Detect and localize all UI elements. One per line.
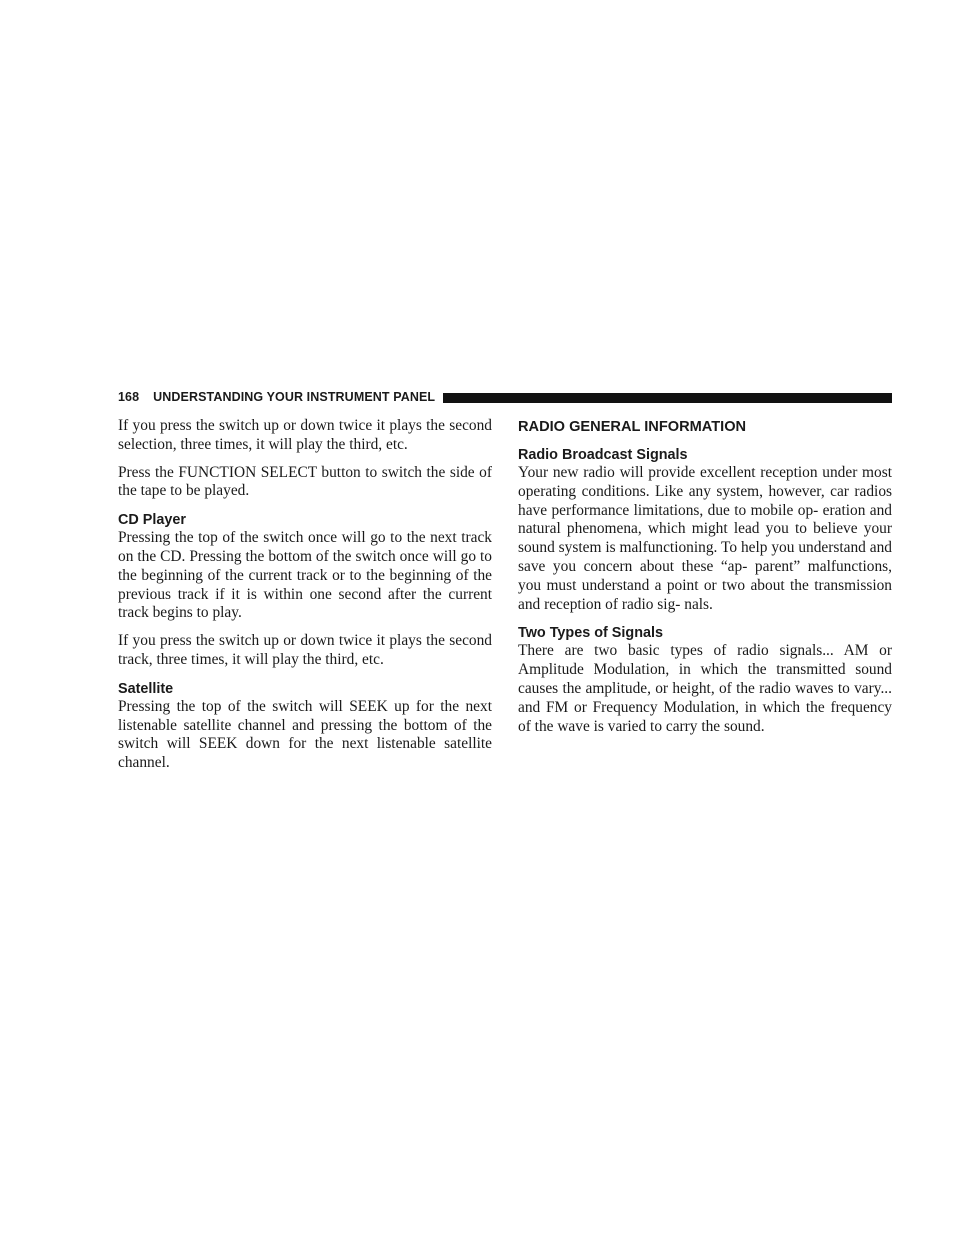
- radio-general-information-heading: RADIO GENERAL INFORMATION: [518, 419, 747, 435]
- radio-broadcast-signals-heading: Radio Broadcast Signals: [518, 447, 688, 463]
- cd-player-paragraph-2: If you press the switch up or down twice it plays the second track, three times, it will play the third, etc.: [118, 632, 492, 668]
- right-column: [518, 417, 892, 745]
- page-header: [118, 389, 892, 405]
- two-types-of-signals-paragraph: There are two basic types of radio signals... AM or Amplitude Modulation, in which the transmitted sound causes the amplitude, or height, of the radio waves to vary... and FM or Frequency Modulation, in which the frequency of the wave is varied to carry the sound.: [518, 642, 892, 735]
- intro-paragraph-2: Press the FUNCTION SELECT button to switch the side of the tape to be played.: [118, 463, 492, 500]
- page-number: 168: [118, 390, 140, 404]
- section-title: UNDERSTANDING YOUR INSTRUMENT PANEL: [153, 390, 436, 404]
- satellite-paragraph-1: Pressing the top of the switch will SEEK up for the next listenable satellite channel and pressing the bottom of the switch will SEEK down for the next listenable satellite channel.: [118, 697, 492, 772]
- satellite-heading: Satellite: [118, 680, 174, 697]
- left-column: [118, 417, 492, 782]
- cd-player-paragraph-1: Pressing the top of the switch once will go to the next track on the CD. Pressing the bottom of the switch once will go to the beginning of the current track or to the beginning of the previous track if it is within one second after the current track begins to play.: [118, 529, 492, 622]
- header-rule: [443, 393, 892, 403]
- intro-paragraph-1: If you press the switch up or down twice it plays the second selection, three times, it will play the third, etc.: [118, 417, 492, 453]
- radio-broadcast-signals-paragraph: Your new radio will provide excellent reception under most operating conditions. Like any system, however, car radios have performance limitations, due to mobile op- eration and natural phenomena, which might lead you to believe your sound system is malfunctioning. To help you understand and save you concern about these “ap- parent” malfunctions, you must understand a point or two about the transmission and reception of radio sig- nals.: [518, 464, 892, 613]
- cd-player-heading: CD Player: [118, 512, 186, 529]
- two-types-of-signals-heading: Two Types of Signals: [518, 625, 663, 642]
